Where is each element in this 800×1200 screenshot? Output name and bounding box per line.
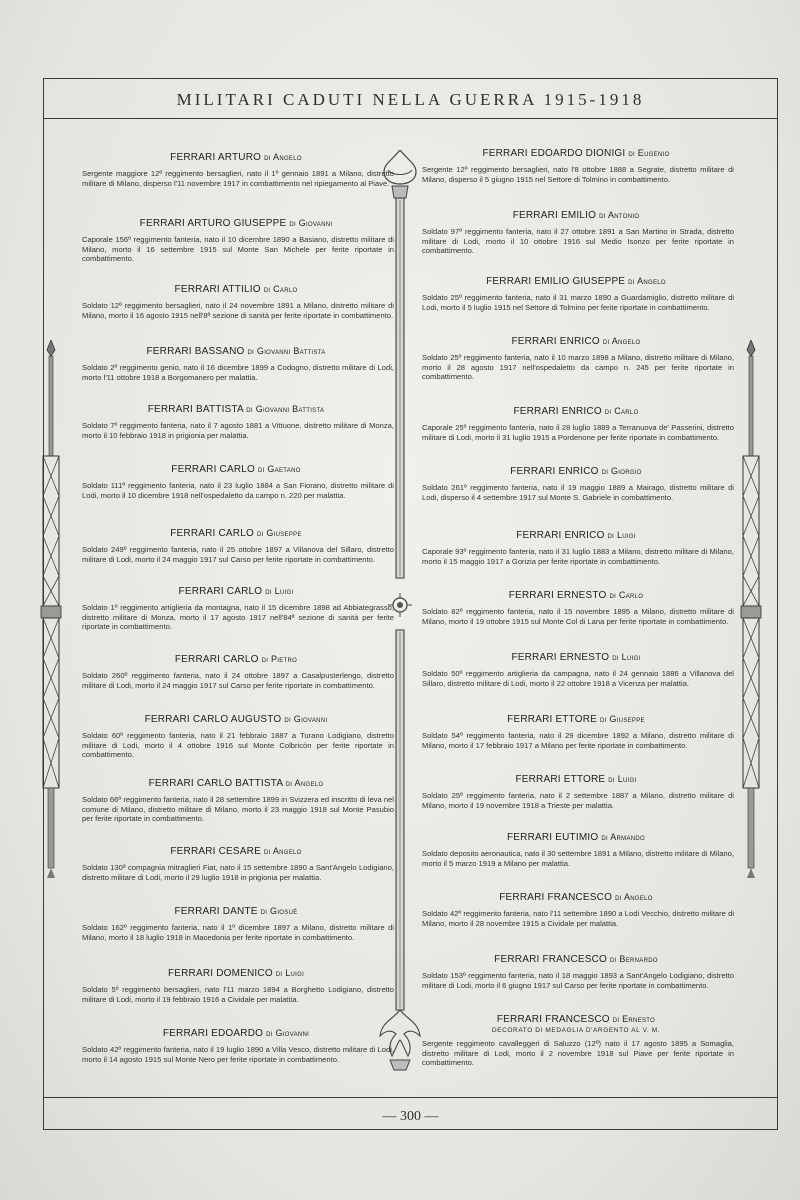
entry-text: Soldato 25º reggimento fanteria, nato il 10 marzo 1898 a Milano, distretto militare di Milano, morto il 28 agosto 1917 nell'ospedaletto da campo n. 245 per ferite riportate in combattimento. bbox=[422, 353, 734, 382]
entry-parentage: di Giovanni bbox=[289, 218, 333, 228]
entry-surname: FERRARI ERNESTO bbox=[511, 652, 610, 663]
entry-text: Sergente reggimento cavalleggeri di Saluzzo (12º) nato il 17 agosto 1895 a Somaglia, distretto militare di Lodi, morto il 2 novembre 1918 sul Piave per ferite riportate in combattimento. bbox=[422, 1039, 734, 1068]
entry-name bbox=[416, 406, 736, 417]
entry-parentage: di Giovanni Battista bbox=[247, 346, 326, 356]
entry-parentage: di Carlo bbox=[609, 590, 644, 600]
entry-surname: FERRARI ARTURO bbox=[170, 152, 262, 163]
entry-text: Soldato 25º reggimento fanteria, nato il 31 marzo 1890 a Guardamiglio, distretto militare di Lodi, morto il 5 luglio 1915 nel Settore di Tolmino per ferite riportate in combattimento. bbox=[422, 293, 734, 312]
entry-text: Soldato 7º reggimento fanteria, nato il 7 agosto 1881 a Vittuone, distretto militare di Monza, morto il 10 febbraio 1918 in prigionia per malattia. bbox=[82, 421, 394, 440]
entry-text: Soldato 153º reggimento fanteria, nato il 18 maggio 1893 a Sant'Angelo Lodigiano, distretto militare di Lodi, morto il 6 giugno 1917 sul Carso per ferite riportate in combattimento. bbox=[422, 971, 734, 990]
entry-surname: FERRARI CARLO bbox=[178, 586, 263, 597]
entry bbox=[76, 528, 396, 564]
entry-parentage: di Angelo bbox=[602, 336, 641, 346]
entry bbox=[416, 210, 736, 256]
entry bbox=[76, 346, 396, 382]
entry-surname: FERRARI EDOARDO bbox=[162, 1028, 264, 1039]
entry bbox=[76, 404, 396, 440]
entry-text: Soldato deposito aeronautica, nato il 30 settembre 1891 a Milano, distretto militare di Milano, morto il 5 marzo 1919 a Milano per malattia. bbox=[422, 849, 734, 868]
entry-surname: FERRARI FRANCESCO bbox=[494, 954, 608, 965]
entry-surname: FERRARI CARLO AUGUSTO bbox=[144, 714, 282, 725]
entry-name bbox=[416, 652, 736, 663]
entry-text: Caporale 156º reggimento fanteria, nato il 10 dicembre 1890 a Basiano, distretto militare di Milano, morto il 16 settembre 1915 sul Monte San Michele per ferite riportate in combattimento. bbox=[82, 235, 394, 264]
entry-name bbox=[76, 968, 396, 979]
entry-name bbox=[76, 714, 396, 725]
entry-parentage: di Angelo bbox=[628, 276, 666, 286]
entry-parentage: di Giosuè bbox=[260, 906, 298, 916]
entry bbox=[416, 336, 736, 382]
entry-name bbox=[416, 530, 736, 541]
left-column bbox=[76, 124, 396, 1094]
entry bbox=[76, 714, 396, 760]
entry-parentage: di Giuseppe bbox=[256, 528, 302, 538]
entry-surname: FERRARI EMILIO GIUSEPPE bbox=[486, 276, 626, 287]
entry bbox=[416, 714, 736, 750]
entry-text: Soldato 130ª compagnia mitraglieri Fiat, nato il 15 settembre 1890 a Sant'Angelo Lodigiano, distretto militare di Lodi, morto il 29 luglio 1918 in prigionia per malattia. bbox=[82, 863, 394, 882]
entry-name bbox=[76, 586, 396, 597]
entry-surname: FERRARI ENRICO bbox=[516, 530, 605, 541]
entry-name bbox=[76, 1028, 396, 1039]
entry-surname: FERRARI CARLO BATTISTA bbox=[148, 778, 283, 789]
entry-surname: FERRARI EMILIO bbox=[512, 210, 597, 221]
entry-text: Soldato 1º reggimento artiglieria da montagna, nato il 15 dicembre 1898 ad Abbiategrasso, distretto militare di Monza, morto il 17 agosto 1917 nell'84ª sezione di sanità per ferite riportate in combattimento. bbox=[82, 603, 394, 632]
entry-text: Soldato 60º reggimento fanteria, nato il 21 febbraio 1887 a Turano Lodigiano, distretto militare di Lodi, morto il 4 ottobre 1916 sul Monte Colbricòn per ferite riportate in combattimento. bbox=[82, 731, 394, 760]
entry-surname: FERRARI CARLO bbox=[174, 654, 259, 665]
entry-name bbox=[416, 336, 736, 347]
entry-surname: FERRARI EUTIMIO bbox=[506, 832, 599, 843]
entry-text: Sergente maggiore 12º reggimento bersaglieri, nato il 1º gennaio 1891 a Milano, distretto militare di Milano, disperso l'11 novembre 1917 in combattimento nel ripiegamento al Piave. bbox=[82, 169, 394, 188]
entry-text: Soldato 82º reggimento fanteria, nato il 15 novembre 1895 a Milano, distretto militare di Milano, morto il 19 ottobre 1915 sul Monte Col di Lana per ferite riportate in combattimento. bbox=[422, 607, 734, 626]
entry-name bbox=[416, 466, 736, 477]
entry bbox=[416, 774, 736, 810]
right-column bbox=[416, 124, 736, 1094]
entry-surname: FERRARI CESARE bbox=[170, 846, 261, 857]
entry-name bbox=[76, 152, 396, 163]
entry-surname: FERRARI ARTURO GIUSEPPE bbox=[139, 218, 287, 229]
entry-surname: FERRARI CARLO bbox=[170, 528, 254, 539]
entry-parentage: di Luigi bbox=[265, 586, 294, 596]
entry-parentage: di Giuseppe bbox=[600, 714, 645, 724]
entry-parentage: di Angelo bbox=[285, 778, 324, 788]
entry-surname: FERRARI ENRICO bbox=[511, 336, 600, 347]
entry bbox=[416, 832, 736, 868]
entry bbox=[76, 218, 396, 264]
entry-text: Caporale 93º reggimento fanteria, nato il 31 luglio 1883 a Milano, distretto militare di Milano, morto il 15 maggio 1917 a Gorizia per ferite riportate in combattimento. bbox=[422, 547, 734, 566]
entry-name bbox=[416, 276, 736, 287]
entry-parentage: di Giorgio bbox=[601, 466, 642, 476]
entry-text: Soldato 249º reggimento fanteria, nato il 25 ottobre 1897 a Villanova del Sillaro, distretto militare di Lodi, morto il 24 maggio 1917 sul Carso per ferite riportate in combattimento. bbox=[82, 545, 394, 564]
entry bbox=[76, 906, 396, 942]
entry-name bbox=[76, 346, 396, 357]
entry bbox=[76, 586, 396, 632]
entry-text: Soldato 162º reggimento fanteria, nato il 1º dicembre 1897 a Milano, distretto militare di Milano, morto il 18 luglio 1918 in Macedonia per ferite riportate in combattimento. bbox=[82, 923, 394, 942]
entry-text: Soldato 66º reggimento fanteria, nato il 28 settembre 1899 in Svizzera ed inscritto di leva nel comune di Milano, distretto militare di Milano, morto il 23 maggio 1918 sul Monte Pasubio per ferite riportate in combattimento. bbox=[82, 795, 394, 824]
entry-text: Soldato 97º reggimento fanteria, nato il 27 ottobre 1891 a San Martino in Strada, distretto militare di Lodi, morto il 10 ottobre 1916 sul Medio Isonzo per ferite riportate in combattimento. bbox=[422, 227, 734, 256]
entry-name bbox=[416, 832, 736, 843]
entry-text: Soldato 2º reggimento genio, nato il 16 dicembre 1899 a Codogno, distretto militare di Lodi, morto l'11 ottobre 1918 a Borgomanero per malattia. bbox=[82, 363, 394, 382]
entry-text: Soldato 25º reggimento fanteria, nato il 2 settembre 1887 a Milano, distretto militare di Milano, morto il 19 novembre 1918 a Trieste per malattia. bbox=[422, 791, 734, 810]
entry-text: Sergente 12º reggimento bersaglieri, nato l'8 ottobre 1888 a Segrate, distretto militare di Milano, disperso il 5 giugno 1915 nel Settore di Tolmino in combattimento. bbox=[422, 165, 734, 184]
entry-surname: FERRARI BASSANO bbox=[146, 346, 245, 357]
entry-surname: FERRARI ATTILIO bbox=[174, 284, 261, 295]
entry bbox=[416, 1014, 736, 1068]
entry-surname: FERRARI DANTE bbox=[174, 906, 258, 917]
entry-surname: FERRARI ENRICO bbox=[513, 406, 602, 417]
header-rule bbox=[43, 118, 778, 119]
entry bbox=[416, 530, 736, 566]
entry bbox=[76, 654, 396, 690]
entry-text: Caporale 25º reggimento fanteria, nato il 28 luglio 1889 a Terranuova de' Passerini, distretto militare di Lodi, morto il 31 luglio 1915 a Pordenone per ferite riportate in combattimento. bbox=[422, 423, 734, 442]
entry bbox=[76, 778, 396, 824]
entry-parentage: di Luigi bbox=[608, 774, 637, 784]
entry-parentage: di Gaetano bbox=[257, 464, 301, 474]
entry-surname: FERRARI ERNESTO bbox=[508, 590, 607, 601]
entry bbox=[416, 466, 736, 502]
entry-parentage: di Eugenio bbox=[628, 148, 670, 158]
entry-text: Soldato 5º reggimento bersaglieri, nato l'11 marzo 1894 a Borghetto Lodigiano, distretto militare di Lodi, morto il 19 febbraio 1916 a Cividale per malattia. bbox=[82, 985, 394, 1004]
entry bbox=[76, 846, 396, 882]
entry-parentage: di Giovanni bbox=[284, 714, 328, 724]
entry bbox=[416, 148, 736, 184]
entry-parentage: di Carlo bbox=[263, 284, 298, 294]
entry-name bbox=[76, 846, 396, 857]
entry bbox=[416, 652, 736, 688]
entry-name bbox=[76, 284, 396, 295]
entry-name bbox=[416, 714, 736, 725]
entry-text: Soldato 42º reggimento fanteria, nato il 19 luglio 1890 a Villa Vesco, distretto militare di Lodi, morto il 14 agosto 1915 sul Monte Nero per ferite riportate in combattimento. bbox=[82, 1045, 394, 1064]
entry-surname: FERRARI ETTORE bbox=[507, 714, 598, 725]
entry-surname: FERRARI FRANCESCO bbox=[496, 1014, 610, 1025]
entry-name bbox=[76, 218, 396, 229]
entry-text: Soldato 260º reggimento fanteria, nato il 24 ottobre 1897 a Casalpusterlengo, distretto militare di Lodi, morto il 24 maggio 1917 sul Carso per ferite riportate in combattimento. bbox=[82, 671, 394, 690]
entry-surname: FERRARI BATTISTA bbox=[147, 404, 244, 415]
entry-parentage: di Angelo bbox=[263, 846, 302, 856]
entry-parentage: di Carlo bbox=[604, 406, 639, 416]
entry-parentage: di Angelo bbox=[264, 152, 302, 162]
entry-parentage: di Luigi bbox=[612, 652, 641, 662]
page-number: — 300 — bbox=[382, 1109, 439, 1124]
entry-parentage: di Ernesto bbox=[612, 1014, 656, 1024]
entry-text: Soldato 111º reggimento fanteria, nato il 23 luglio 1884 a San Fiorano, distretto militare di Lodi, morto il 10 dicembre 1918 nell'ospedaletto da campo n. 220 per malattia. bbox=[82, 481, 394, 500]
entry bbox=[76, 464, 396, 500]
right-lance-ornament bbox=[738, 340, 764, 880]
entry bbox=[76, 284, 396, 320]
entry-parentage: di Giovanni bbox=[266, 1028, 310, 1038]
entry-name bbox=[76, 464, 396, 475]
entry-surname: FERRARI FRANCESCO bbox=[499, 892, 613, 903]
entry-text: Soldato 12º reggimento bersaglieri, nato il 24 novembre 1891 a Milano, distretto militare di Milano, morto il 16 agosto 1915 nell'8ª sezione di sanità per ferite riportate in combattimento. bbox=[82, 301, 394, 320]
entry bbox=[76, 968, 396, 1004]
entry-text: Soldato 261º reggimento fanteria, nato il 19 maggio 1889 a Mairago, distretto militare di Lodi, disperso il 4 settembre 1917 sul Monte S. Gabriele in combattimento. bbox=[422, 483, 734, 502]
entry-name bbox=[416, 954, 736, 965]
entry-surname: FERRARI ETTORE bbox=[515, 774, 606, 785]
entry bbox=[416, 954, 736, 990]
entry-name bbox=[416, 590, 736, 601]
entry-text: Soldato 50º reggimento artiglieria da campagna, nato il 24 gennaio 1886 a Villanova del Sillaro, distretto militare di Lodi, morto il 22 ottobre 1918 a Vicenza per malattia. bbox=[422, 669, 734, 688]
entry-surname: FERRARI EDOARDO DIONIGI bbox=[482, 148, 626, 159]
entry bbox=[416, 276, 736, 312]
entry-text: Soldato 54º reggimento fanteria, nato il 29 dicembre 1892 a Milano, distretto militare di Milano, morto il 17 febbraio 1917 a Milano per ferite riportate in combattimento. bbox=[422, 731, 734, 750]
entry-parentage: di Luigi bbox=[607, 530, 636, 540]
entry-parentage: di Armando bbox=[601, 832, 645, 842]
entry-name bbox=[416, 1014, 736, 1025]
entry-name bbox=[76, 404, 396, 415]
entry-surname: FERRARI DOMENICO bbox=[167, 968, 273, 979]
entry-name bbox=[76, 778, 396, 789]
entry-surname: FERRARI ENRICO bbox=[510, 466, 599, 477]
entry-name bbox=[416, 210, 736, 221]
entry-parentage: di Angelo bbox=[615, 892, 653, 902]
entry-parentage: di Bernardo bbox=[610, 954, 658, 964]
entry-name bbox=[76, 906, 396, 917]
entry-surname: FERRARI CARLO bbox=[171, 464, 255, 475]
entry-name bbox=[76, 528, 396, 539]
entry-name bbox=[76, 654, 396, 665]
entry-parentage: di Giovanni Battista bbox=[246, 404, 325, 414]
left-lance-ornament bbox=[38, 340, 64, 880]
entry-name bbox=[416, 892, 736, 903]
entry bbox=[416, 406, 736, 442]
entry bbox=[76, 1028, 396, 1064]
entry-parentage: di Pietro bbox=[261, 654, 298, 664]
entry-parentage: di Antonio bbox=[599, 210, 640, 220]
entry bbox=[76, 152, 396, 188]
entry bbox=[416, 892, 736, 928]
entry-name bbox=[416, 774, 736, 785]
entry-text: Soldato 42º reggimento fanteria, nato l'11 settembre 1890 a Lodi Vecchio, distretto militare di Milano, morto il 28 novembre 1915 a Cividale per malattia. bbox=[422, 909, 734, 928]
entry-parentage: di Luigi bbox=[275, 968, 305, 978]
entry-decoration: DECORATO DI MEDAGLIA D'ARGENTO AL V. M. bbox=[491, 1027, 661, 1034]
entry-name bbox=[416, 148, 736, 159]
entry bbox=[416, 590, 736, 626]
page-title: MILITARI CADUTI NELLA GUERRA 1915-1918 bbox=[176, 90, 645, 109]
